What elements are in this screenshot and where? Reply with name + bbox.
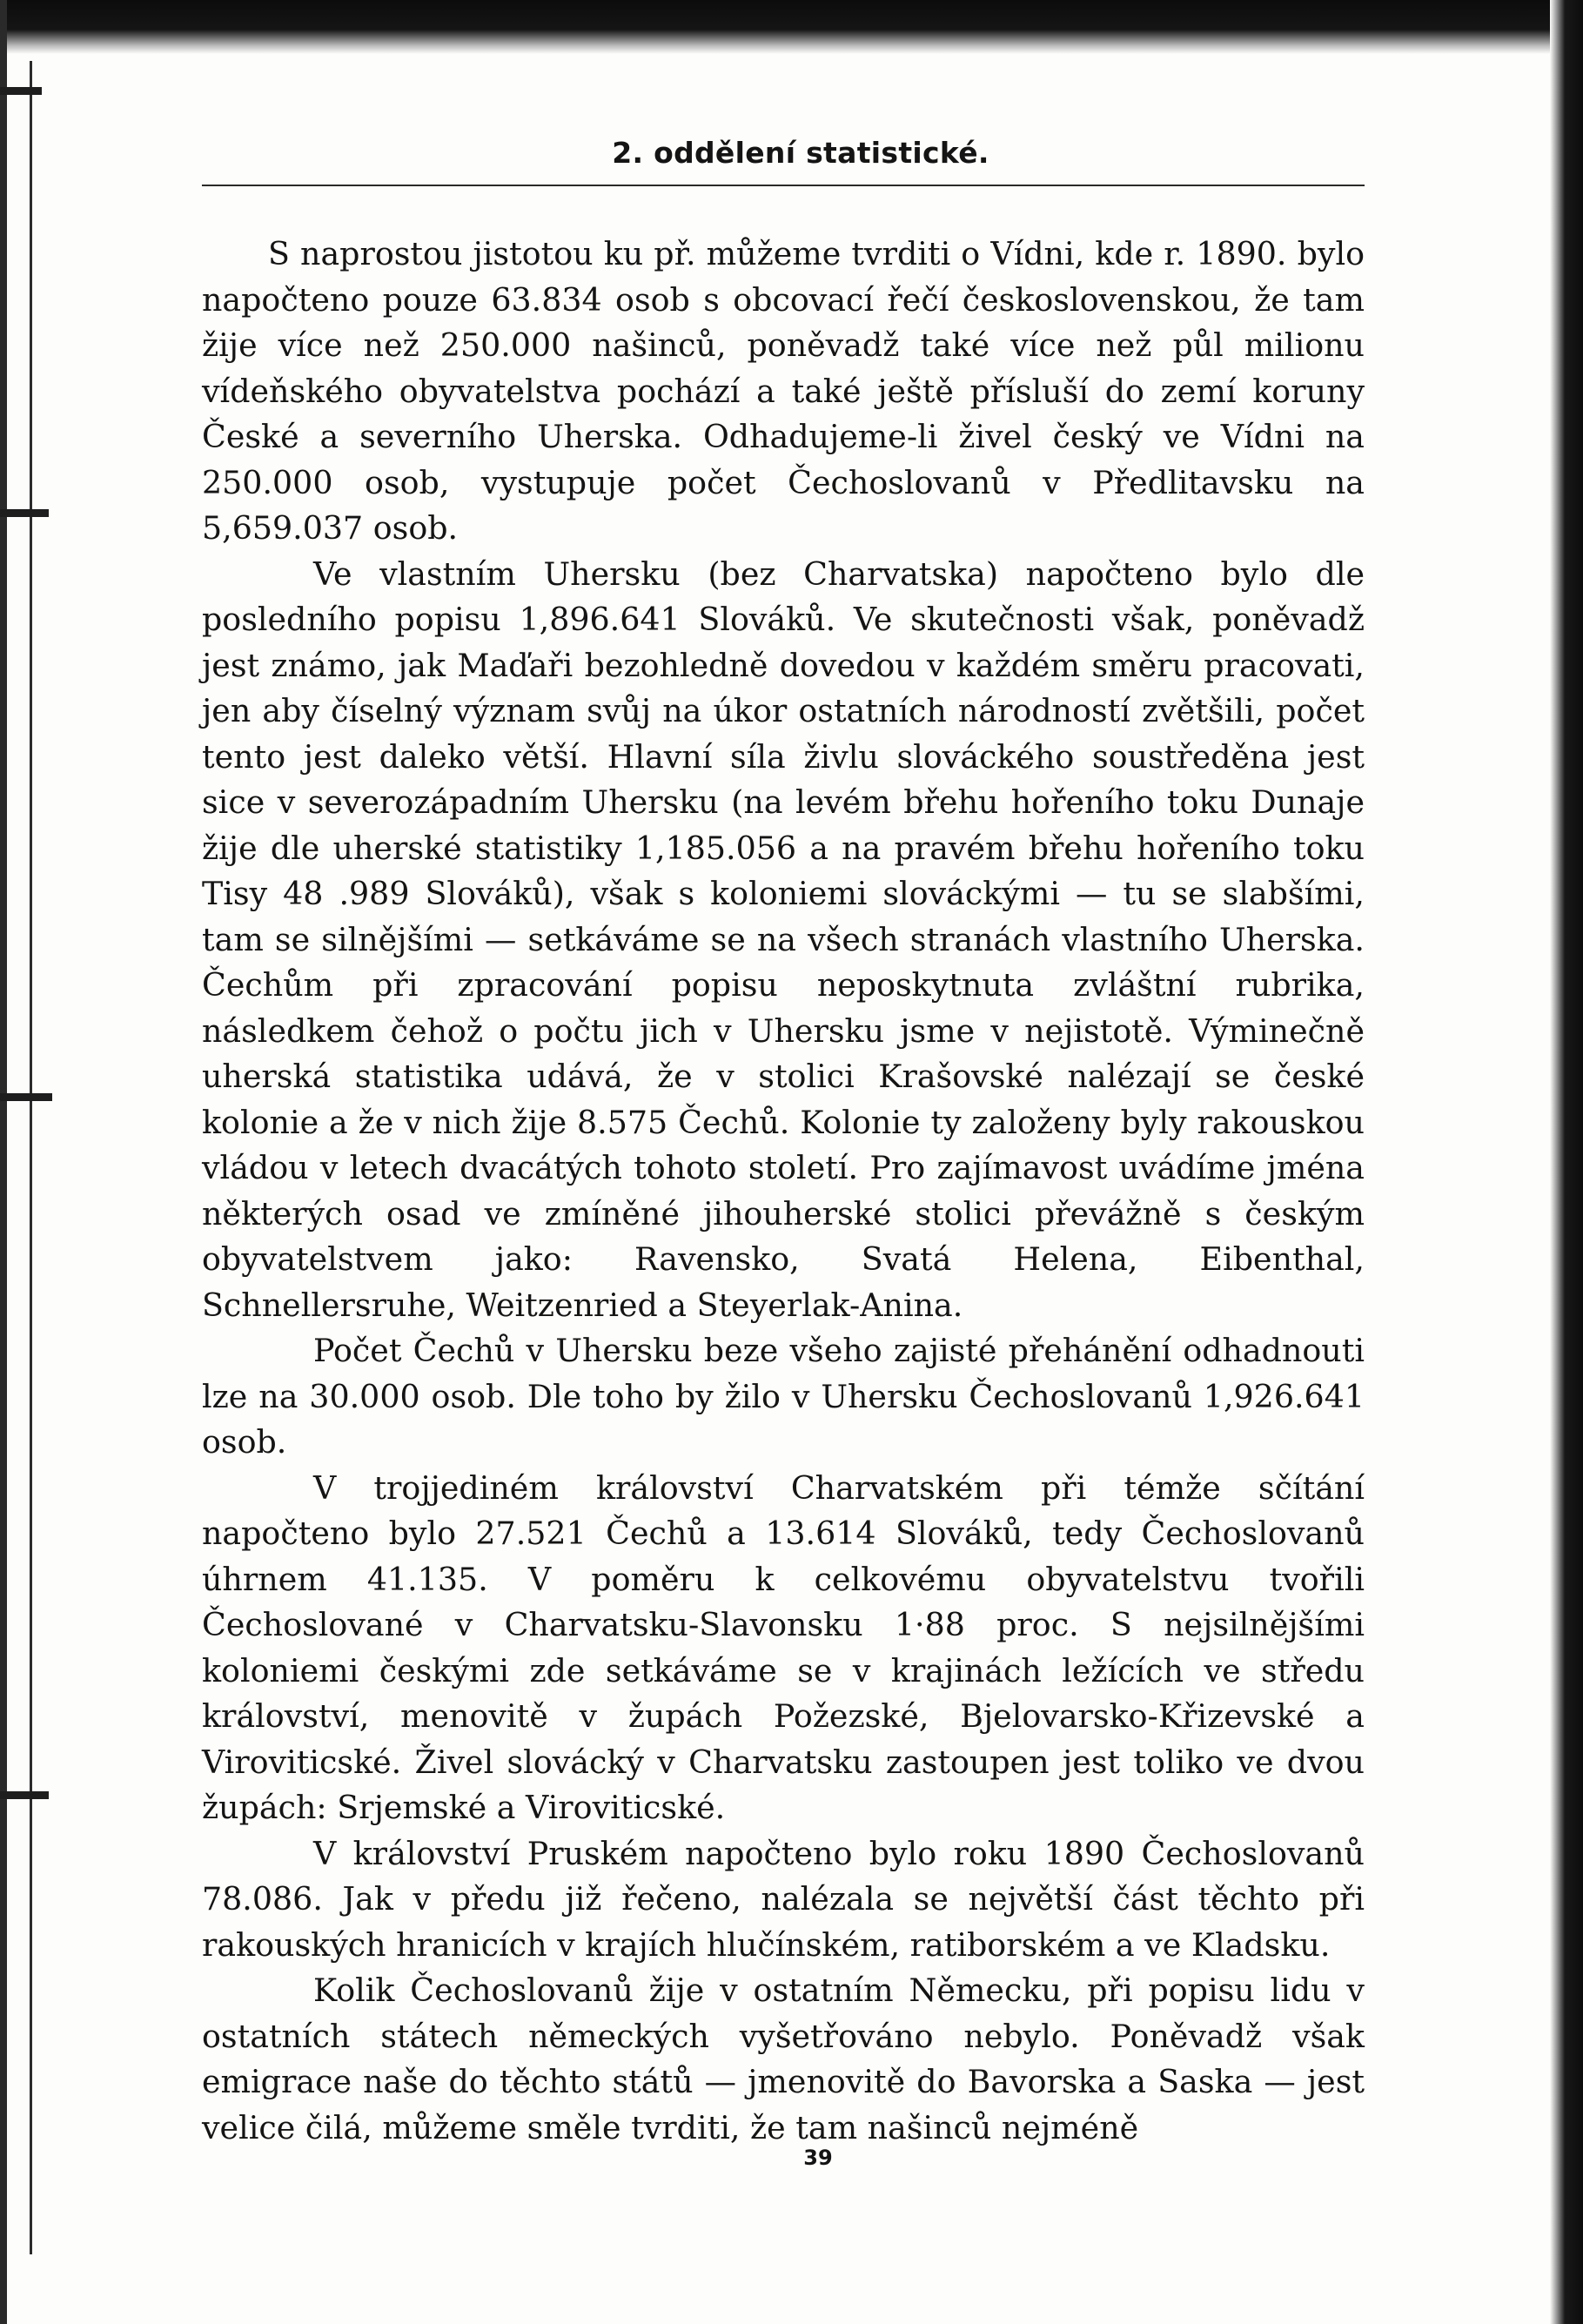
binding-mark xyxy=(0,1791,49,1799)
binding-mark xyxy=(0,509,49,517)
paragraph: Počet Čechů v Uhersku beze všeho zajisté přehánění odhadnouti lze na 30.000 osob. Dle toho by žilo v Uhersku Čechoslovanů 1,926.641 osob. xyxy=(202,1332,1365,1461)
paragraph: V království Pruském napočteno bylo roku 1890 Čechoslovanů 78.086. Jak v předu již řečeno, nalézala se největší část těchto při rakouských hranicích v krajích hlučínském, ratiborském a ve Kladsku. xyxy=(202,1834,1365,1964)
paragraph: S naprostou jistotou ku př. můžeme tvrditi o Vídni, kde r. 1890. bylo napočteno pouze 63.834 osob s obcovací řečí československou, že tam žije více než 250.000 našinců, poněvadž také více než půl milionu vídeňského obyvatelstva pochází a také ještě přísluší do zemí koruny České a severního Uherska. Odhadujeme-li živel český ve Vídni na 250.000 osob, vystupuje počet Čechoslovanů v Předlitavsku na 5,659.037 osob. xyxy=(202,235,1365,547)
body-text xyxy=(202,232,1365,2151)
paragraph: V trojjediném království Charvatském při témže sčítání napočteno bylo 27.521 Čechů a 13.614 Slováků, tedy Čechoslovanů úhrnem 41.135. V poměru k celkovému obyvatelstvu tvořili Čechoslované v Charvatsku-Slavonsku 1·88 proc. S nejsilnějšími koloniemi českými zde setkáváme se v krajinách ležících ve středu království, menovitě v župách Požezské, Bjelovarsko-Křizevské a Viroviticské. Živel slovácký v Charvatsku zastoupen jest toliko ve dvou župách: Srjemské a Viroviticské. xyxy=(202,1468,1365,1826)
binding-margin-rule xyxy=(30,61,32,2254)
binding-mark xyxy=(0,1093,52,1101)
page-number: 39 xyxy=(803,2146,833,2170)
scan-border-left xyxy=(0,0,7,2324)
paragraph: Ve vlastním Uhersku (bez Charvatska) napočteno bylo dle posledního popisu 1,896.641 Slováků. Ve skutečnosti však, poněvadž jest známo, jak Maďaři bezohledně dovedou v každém směru pracovati, jen aby číselný význam svůj na úkor ostatních národností zvětšili, počet tento jest daleko větší. Hlavní síla živlu slováckého soustředěna jest sice v severozápadním Uhersku (na levém břehu hořeního toku Dunaje žije dle uherské statistiky 1,185.056 a na pravém břehu hořeního toku Tisy 48 .989 Slováků), však s koloniemi slováckými — tu se slabšími, tam se silnějšími — setkáváme se na všech stranách vlastního Uherska. Čechům při zpracování popisu neposkytnuta zvláštní rubrika, následkem čehož o počtu jich v Uhersku jsme v nejistotě. Výminečně uherská statistika udává, že v stolici Krašovské nalézají se české kolonie a že v nich žije 8.575 Čechů. Kolonie ty založeny byly rakouskou vládou v letech dvacátých tohoto století. Pro zajímavost uvádíme jména některých osad ve zmíněné jihouherské stolici převážně s českým obyvatelstvem jako: Ravensko, Svatá Helena, Eibenthal, Schnellersruhe, Weitzenried a Steyerlak-Anina. xyxy=(202,554,1365,1324)
binding-mark xyxy=(0,87,42,95)
scan-border-top xyxy=(0,0,1583,54)
paragraph: Kolik Čechoslovanů žije v ostatním Německu, při popisu lidu v ostatních státech německých vyšetřováno nebylo. Poněvadž však emigrace naše do těchto států — jmenovitě do Bavorska a Saska — jest velice čilá, můžeme směle tvrditi, že tam našinců nejméně xyxy=(202,1971,1365,2146)
running-header: 2. oddělení statistické. xyxy=(612,136,989,170)
header-rule xyxy=(202,185,1365,186)
scan-border-right xyxy=(1550,0,1583,2324)
page xyxy=(202,131,1365,2170)
